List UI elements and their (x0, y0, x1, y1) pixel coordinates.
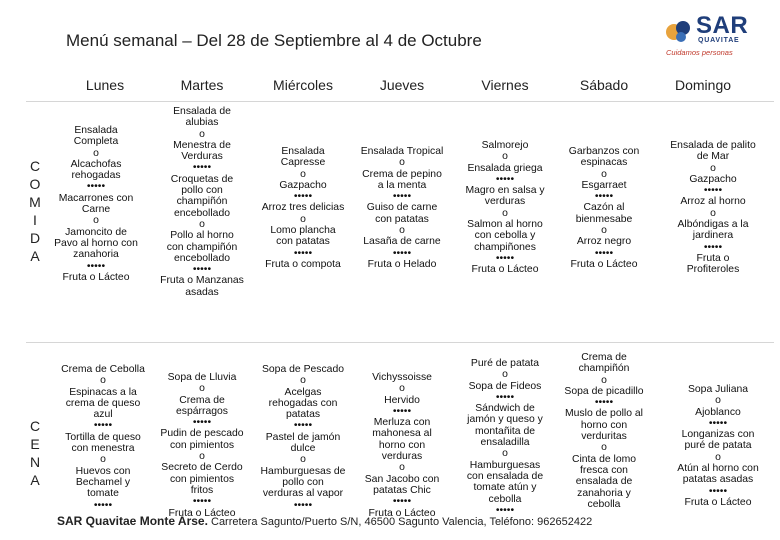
day-header-viernes: Viernes (481, 77, 529, 93)
cena-letter: N (29, 454, 41, 470)
footer-address-text: Carretera Sagunto/Puerto S/N, 46500 Sagunto Valencia, Teléfono: 962652422 (211, 516, 593, 528)
cena-viernes: Puré de patata o Sopa de Fideos ••••• Sándwich de jamón y queso y montañita de ensaladilla o Hamburguesas con ensalada de tomate atún y cebolla ••••• (466, 358, 544, 516)
footer-address (57, 514, 592, 528)
day-header-martes: Martes (180, 77, 224, 93)
comida-letter: C (29, 158, 41, 174)
comida-viernes: Salmorejo o Ensalada griega ••••• Magro en salsa y verduras o Salmon al horno con cebolla y champiñones ••••• Fruta o Lácteo (465, 140, 545, 276)
logo-brand: SAR (696, 12, 749, 39)
comida-letter: O (29, 176, 41, 192)
day-header-domingo: Domingo (674, 77, 732, 93)
day-header-miercoles: Miércoles (273, 77, 333, 93)
cena-jueves: Vichyssoisse o Hervido ••••• Merluza con mahonesa al horno con verduras o San Jacobo con patatas Chic ••••• Fruta o Lácteo (364, 372, 440, 519)
day-header-lunes: Lunes (85, 77, 125, 93)
company-logo (664, 14, 774, 60)
cena-letter: E (30, 436, 40, 452)
cena-lunes: Crema de Cebolla o Espinacas a la crema de queso azul ••••• Tortilla de queso con menestra o Huevos con Bechamel y tomate ••••• (61, 364, 145, 511)
day-header-jueves: Jueves (379, 77, 425, 93)
cena-sabado: Crema de champiñón o Sopa de picadillo ••••• Muslo de pollo al horno con verduritas o Cinta de lomo fresca con ensalada de zanahoria y cebolla (564, 352, 644, 510)
comida-letter: M (29, 194, 41, 210)
section-divider (26, 342, 774, 343)
page-title: Menú semanal – Del 28 de Septiembre al 4 de Octubre (66, 31, 482, 50)
comida-domingo: Ensalada de palito de Mar o Gazpacho ••••• Arroz al horno o Albóndigas a la jardinera ••••• Fruta o Profiteroles (670, 140, 756, 276)
comida-sabado: Garbanzos con espinacas o Esgarraet ••••• Cazón al bienmesabe o Arroz negro ••••• Fruta o Lácteo (568, 146, 640, 270)
header-divider (26, 101, 774, 102)
comida-martes: Ensalada de alubias o Menestra de Verduras ••••• Croquetas de pollo con champiñón encebollado o Pollo al horno con champiñón encebollado ••••• Fruta o Manzanas asadas (160, 106, 244, 298)
comida-letter: I (33, 212, 37, 228)
cena-letter: C (29, 418, 41, 434)
comida-letter: A (30, 248, 40, 264)
day-header-sabado: Sábado (579, 77, 629, 93)
footer-name: SAR Quavitae Monte Arse. (57, 514, 208, 528)
comida-jueves: Ensalada Tropical o Crema de pepino a la menta ••••• Guiso de carne con patatas o Lasaña de carne ••••• Fruta o Helado (360, 146, 444, 270)
comida-letter: D (29, 230, 41, 246)
logo-mark-icon (664, 16, 694, 46)
cena-martes: Sopa de Lluvia o Crema de espárragos ••••• Pudin de pescado con pimientos o Secreto de Cerdo con pimientos fritos ••••• Fruta o Lácteo (160, 372, 244, 519)
cena-domingo: Sopa Juliana o Ajoblanco ••••• Longanizas con puré de patata o Atún al horno con patatas asadas ••••• Fruta o Lácteo (677, 384, 759, 508)
logo-tagline: Cuidamos personas (666, 48, 733, 57)
cena-miercoles: Sopa de Pescado o Acelgas rehogadas con patatas ••••• Pastel de jamón dulce o Hamburguesas de pollo con verduras al vapor ••••• (260, 364, 346, 511)
comida-lunes: Ensalada Completa o Alcachofas rehogadas ••••• Macarrones con Carne o Jamoncito de Pavo al horno con zanahoria ••••• Fruta o Lácteo (54, 125, 138, 283)
comida-miercoles: Ensalada Capresse o Gazpacho ••••• Arroz tres delicias o Lomo plancha con patatas ••••• Fruta o compota (261, 146, 345, 270)
cena-label (28, 417, 42, 489)
comida-label (28, 157, 42, 265)
cena-letter: A (30, 472, 40, 488)
logo-sub: QUAVITAE (698, 37, 740, 44)
